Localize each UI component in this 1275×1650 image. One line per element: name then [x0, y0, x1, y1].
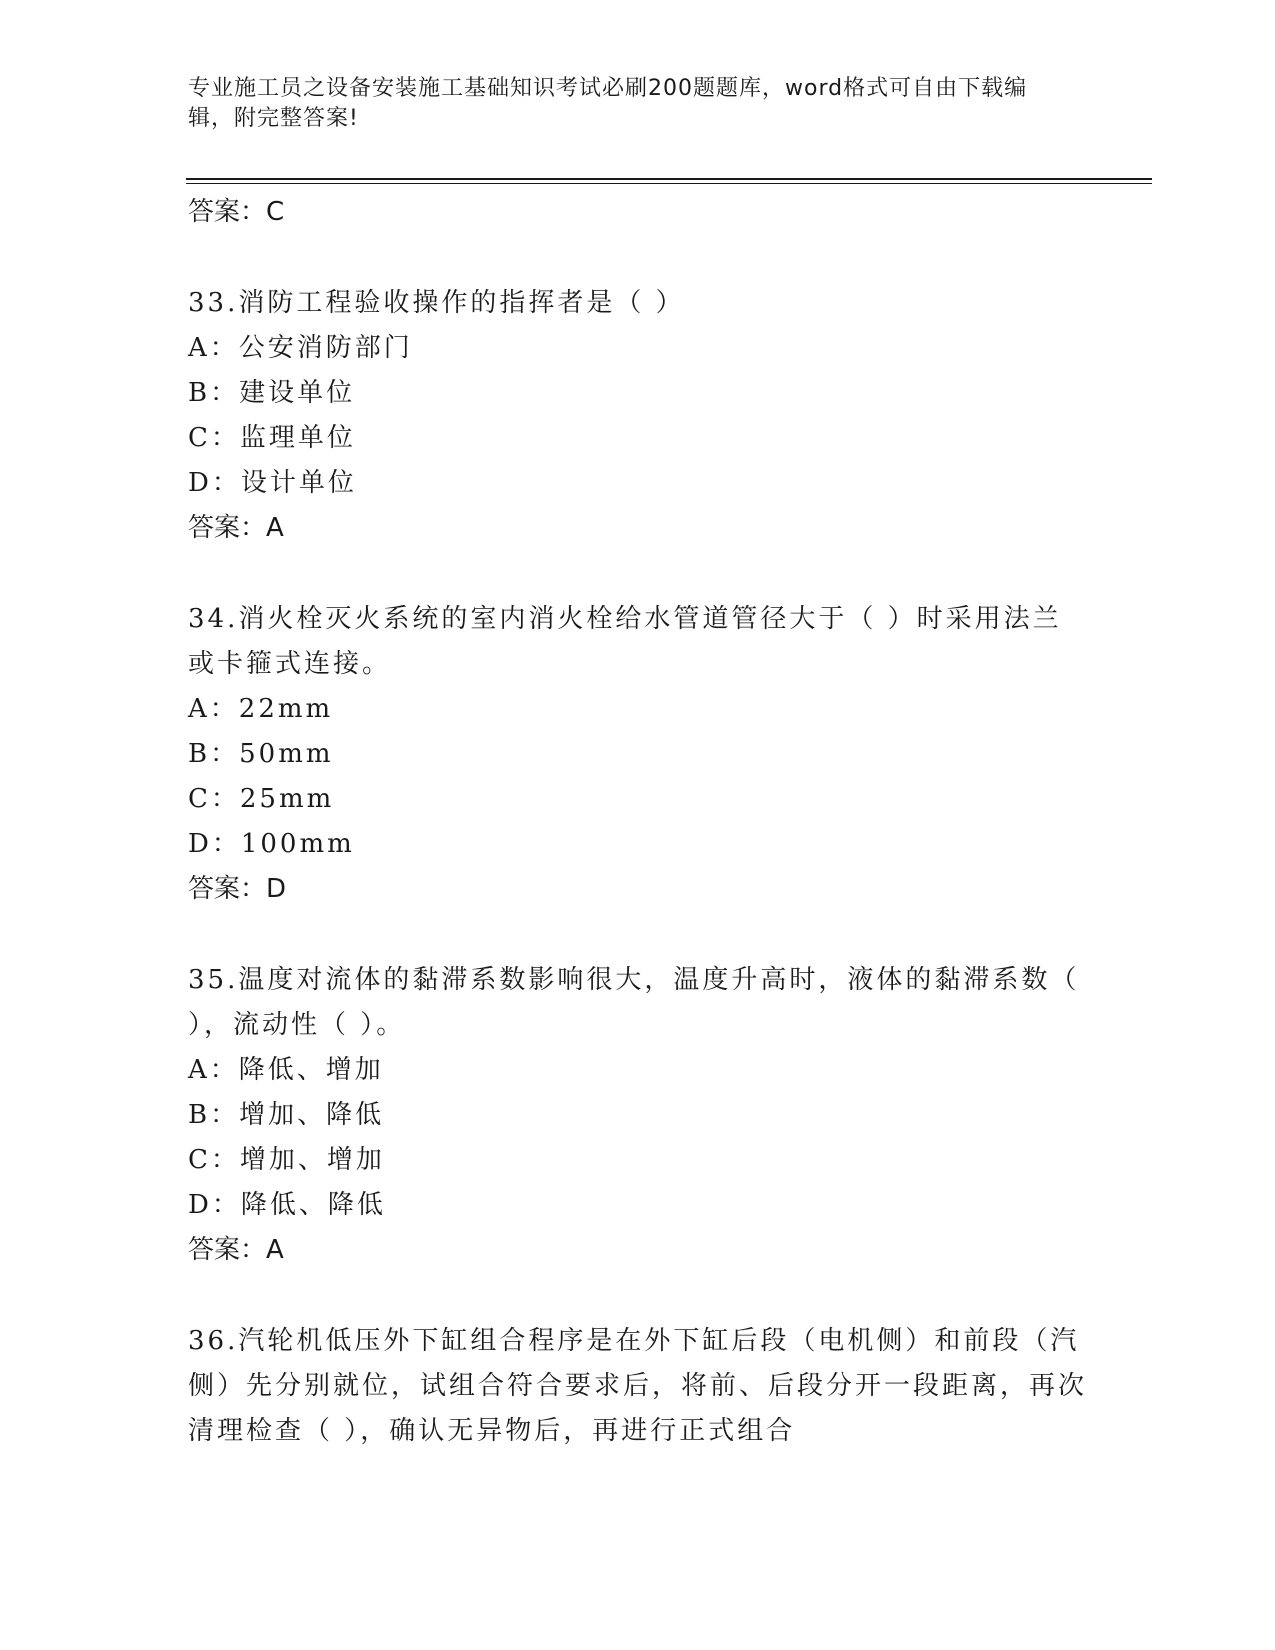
question-34 [188, 597, 1088, 911]
answer: 答案：A [188, 1235, 284, 1265]
question-list [188, 190, 1088, 1454]
question-35 [188, 958, 1088, 1272]
option-b: B：增加、降低 [188, 1100, 385, 1130]
question-33 [188, 281, 1088, 550]
answer-32: 答案：C [188, 197, 285, 227]
header-title: 专业施工员之设备安装施工基础知识考试必刷200题题库，word格式可自由下载编辑，附完整答案! [188, 76, 1028, 131]
question-text: 36.汽轮机低压外下缸组合程序是在外下缸后段（电机侧）和前段（汽侧）先分别就位，试组合符合要求后，将前、后段分开一段距离，再次清理检查（ ），确认无异物后，再进行正式组合 [188, 1326, 1088, 1446]
question-text: 34.消火栓灭火系统的室内消火栓给水管道管径大于（ ）时采用法兰或卡箍式连接。 [188, 604, 1062, 679]
option-a: A：公安消防部门 [188, 333, 413, 363]
option-a: A：降低、增加 [188, 1055, 384, 1085]
document-header [188, 74, 1068, 134]
option-d: D：降低、降低 [188, 1190, 386, 1220]
option-d: D：100mm [188, 829, 355, 859]
answer: 答案：A [188, 513, 284, 543]
option-b: B：50mm [188, 739, 334, 769]
option-a: A：22mm [188, 694, 334, 724]
option-d: D：设计单位 [188, 468, 357, 498]
option-c: C：25mm [188, 784, 335, 814]
question-text: 33.消防工程验收操作的指挥者是（ ） [188, 288, 685, 318]
answer: 答案：D [188, 874, 287, 904]
option-b: B：建设单位 [188, 378, 356, 408]
option-c: C：监理单位 [188, 423, 356, 453]
question-text: 35.温度对流体的黏滞系数影响很大，温度升高时，液体的黏滞系数（ ），流动性（ ）。 [188, 965, 1080, 1040]
question-36 [188, 1319, 1088, 1454]
header-divider-thin [186, 183, 1152, 184]
option-c: C：增加、增加 [188, 1145, 385, 1175]
header-divider-thick [186, 178, 1152, 180]
